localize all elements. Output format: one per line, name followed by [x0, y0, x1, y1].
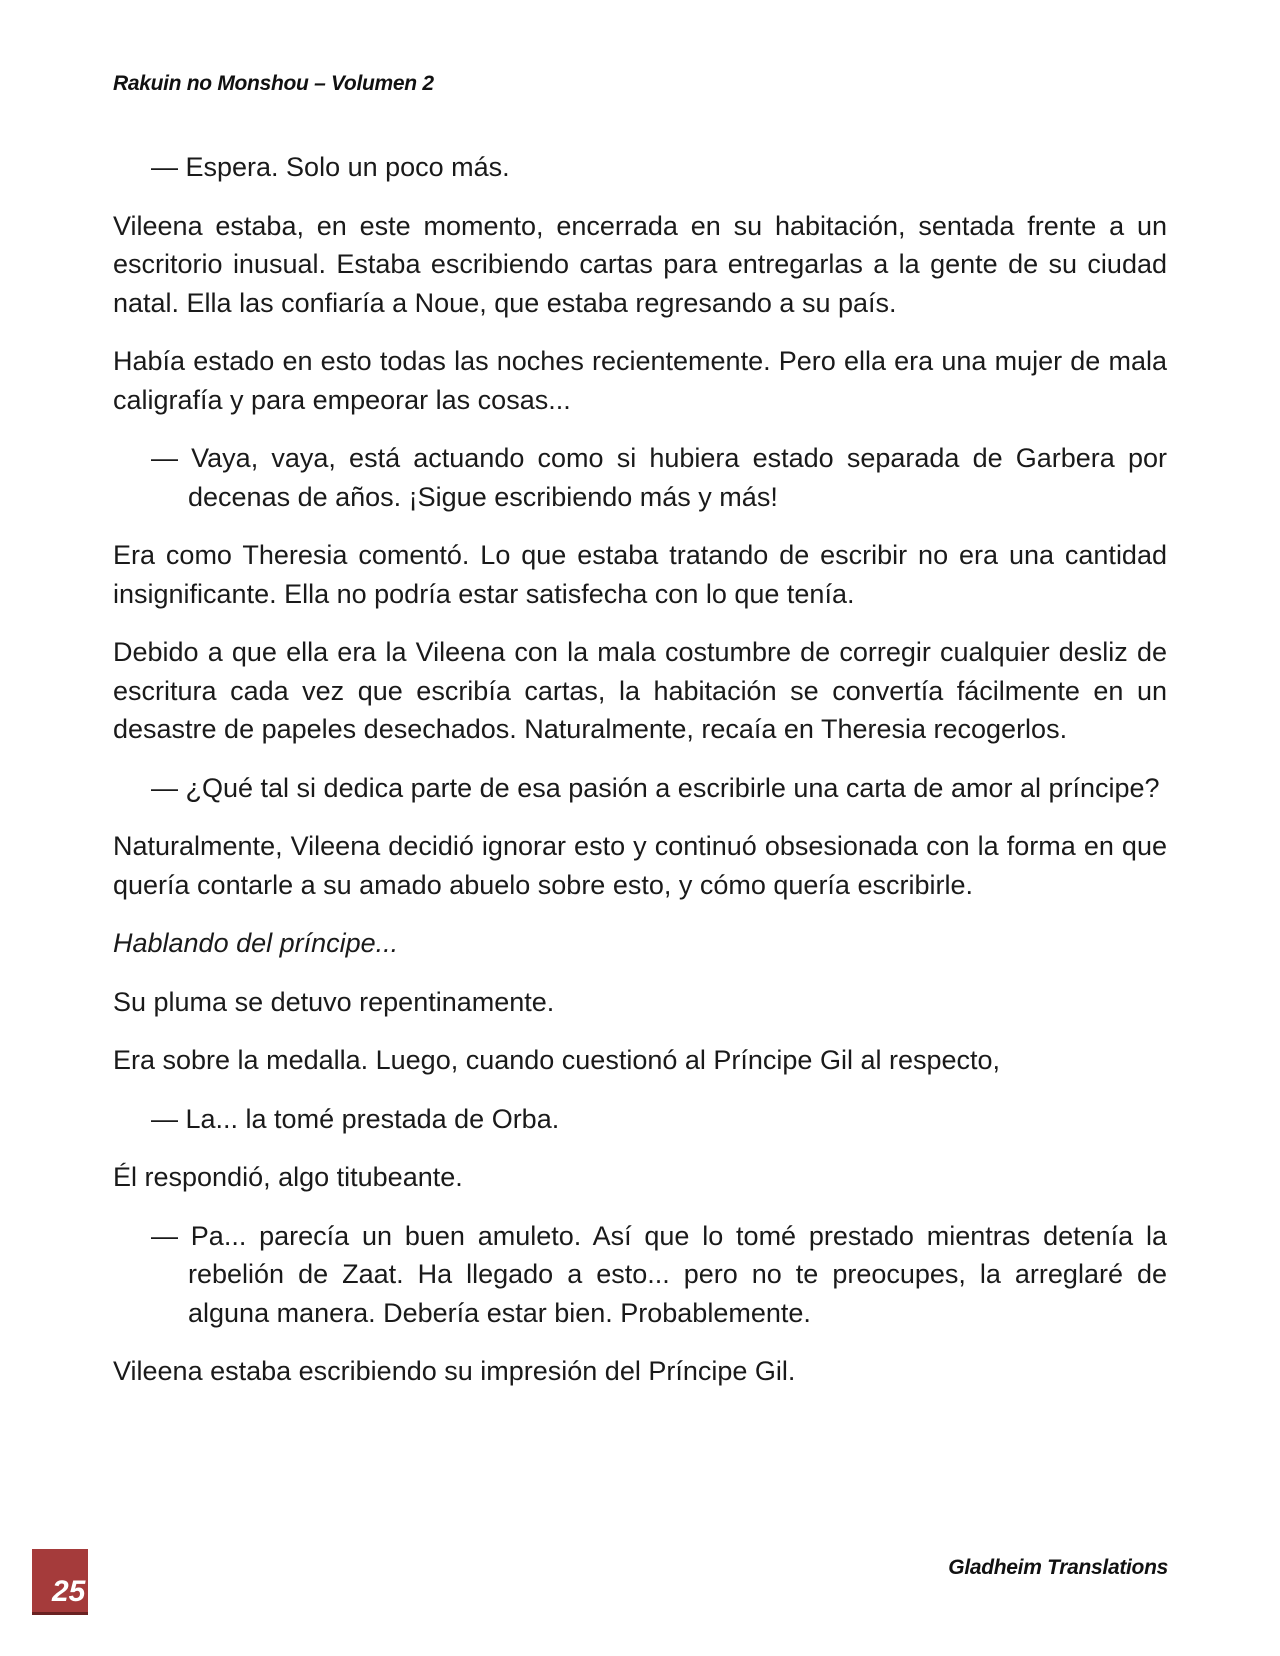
dialogue-paragraph: — Espera. Solo un poco más. [151, 152, 510, 182]
dialogue-paragraph: — La... la tomé prestada de Orba. [151, 1103, 560, 1134]
page-number-underline [32, 1612, 88, 1615]
dialogue-paragraph: — Vaya, vaya, está actuando como si hubiera estado separada de Garbera por decenas de años. ¡Sigue escribiendo más y más! [151, 443, 1167, 512]
page-body [113, 148, 1167, 1411]
narration-paragraph: Era sobre la medalla. Luego, cuando cuestionó al Príncipe Gil al respecto, [113, 1045, 1001, 1075]
narration-paragraph: Vileena estaba, en este momento, encerrada en su habitación, sentada frente a un escritorio inusual. Estaba escribiendo cartas para entregarlas a la gente de su ciudad natal. Ella las confiaría a Noue, que estaba regresando a su país. [113, 210, 1167, 318]
dialogue-paragraph: — Pa... parecía un buen amuleto. Así que lo tomé prestado mientras detenía la rebelión de Zaat. Ha llegado a esto... pero no te preocupes, la arreglaré de alguna manera. Debería estar bien. Probablemente. [151, 1220, 1167, 1328]
footer-credit: Gladheim Translations [948, 1556, 1168, 1579]
narration-paragraph: Era como Theresia comentó. Lo que estaba tratando de escribir no era una cantidad insignificante. Ella no podría estar satisfecha con lo que tenía. [113, 540, 1167, 609]
page-number: 25 [52, 1575, 86, 1608]
narration-paragraph: Él respondió, algo titubeante. [113, 1162, 463, 1192]
narration-paragraph: Había estado en esto todas las noches recientemente. Pero ella era una mujer de mala caligrafía y para empeorar las cosas... [113, 346, 1167, 415]
narration-paragraph: Vileena estaba escribiendo su impresión del Príncipe Gil. [113, 1356, 796, 1386]
page-header-title: Rakuin no Monshou – Volumen 2 [113, 72, 434, 95]
narration-paragraph: Naturalmente, Vileena decidió ignorar esto y continuó obsesionada con la forma en que quería contarle a su amado abuelo sobre esto, y cómo quería escribirle. [113, 831, 1167, 900]
narration-paragraph: Debido a que ella era la Vileena con la mala costumbre de corregir cualquier desliz de escritura cada vez que escribía cartas, la habitación se convertía fácilmente en un desastre de papeles desechados. Naturalmente, recaía en Theresia recogerlos. [113, 637, 1167, 744]
dialogue-paragraph: — ¿Qué tal si dedica parte de esa pasión a escribirle una carta de amor al príncipe? [151, 772, 1160, 803]
narration-paragraph: Su pluma se detuvo repentinamente. [113, 986, 555, 1017]
page-number-badge [32, 1549, 88, 1613]
italic-thought-paragraph: Hablando del príncipe... [113, 928, 399, 958]
